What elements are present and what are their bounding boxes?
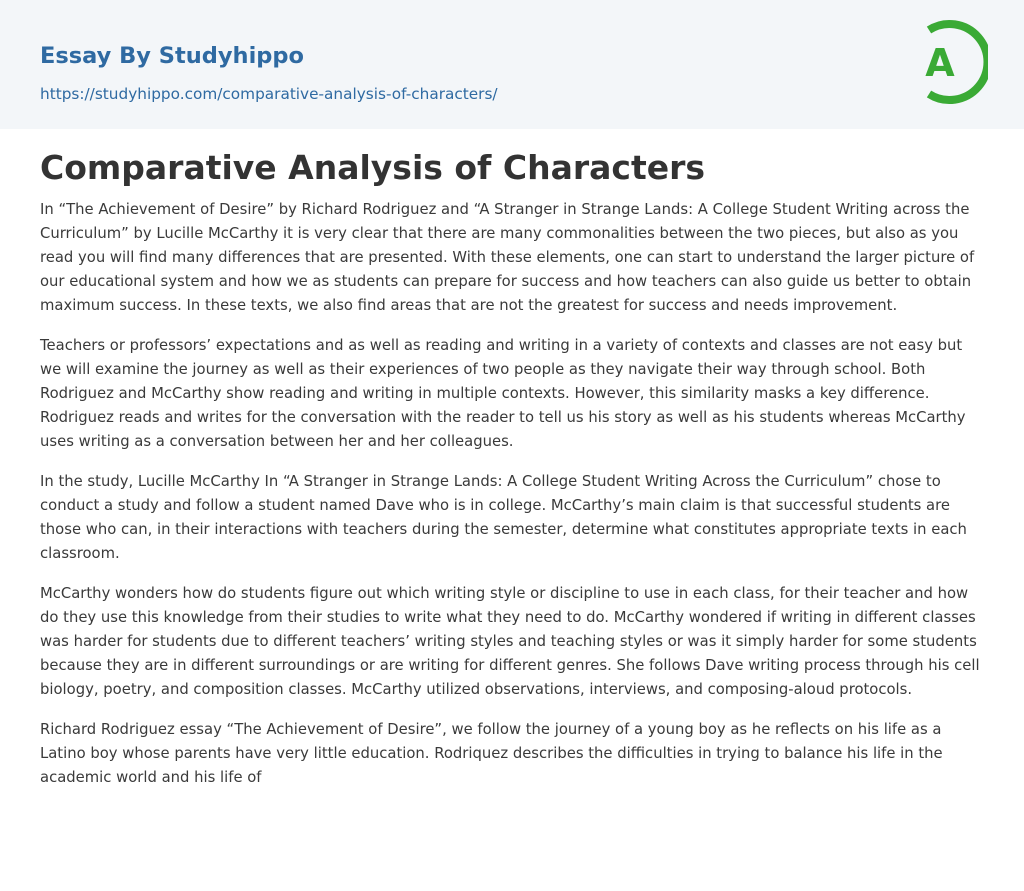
site-header <box>0 0 1024 129</box>
paragraph: McCarthy wonders how do students figure out which writing style or discipline to use in each class, for their teacher and how do they use this knowledge from their studies to write what they need to do. McCarthy wondered if writing in different classes was harder for students due to different teachers’ writing styles and teaching styles or was it simply harder for some students because they are in different surroundings or are writing for different genres. She follows Dave writing process through his cell biology, poetry, and composition classes. McCarthy utilized observations, interviews, and composing-aloud protocols. <box>40 585 980 698</box>
source-url-link[interactable]: https://studyhippo.com/comparative-analysis-of-characters/ <box>40 85 498 103</box>
studyhippo-logo-icon[interactable] <box>910 18 988 106</box>
paragraph: In “The Achievement of Desire” by Richard Rodriguez and “A Stranger in Strange Lands: A College Student Writing across the Curriculum” by Lucille McCarthy it is very clear that there are many commonalities between the two pieces, but also as you read you will find many differences that are presented. With these elements, one can start to understand the larger picture of our educational system and how we as students can prepare for success and how teachers can also guide us better to obtain maximum success. In these texts, we also find areas that are not the greatest for success and needs improvement. <box>40 201 975 314</box>
paragraph: Teachers or professors’ expectations and as well as reading and writing in a variety of contexts and classes are not easy but we will examine the journey as well as their experiences of two people as they navigate their way through school. Both Rodriguez and McCarthy show reading and writing in multiple contexts. However, this similarity masks a key difference. Rodriguez reads and writes for the conversation with the reader to tell us his story as well as his students whereas McCarthy uses writing as a conversation between her and her colleagues. <box>40 337 966 450</box>
essay-content <box>40 146 986 806</box>
paragraph: In the study, Lucille McCarthy In “A Stranger in Strange Lands: A College Student Writing Across the Curriculum” chose to conduct a study and follow a student named Dave who is in college. McCarthy’s main claim is that successful students are those who can, in their interactions with teachers during the semester, determine what constitutes appropriate texts in each classroom. <box>40 473 967 562</box>
brand-title: Essay By Studyhippo <box>40 43 304 69</box>
paragraph: Richard Rodriguez essay “The Achievement of Desire”, we follow the journey of a young boy as he reflects on his life as a Latino boy whose parents have very little education. Rodriquez describes the difficulties in trying to balance his life in the academic world and his life of <box>40 721 943 786</box>
page-title: Comparative Analysis of Characters <box>40 148 706 187</box>
logo-letter: A <box>925 41 955 85</box>
